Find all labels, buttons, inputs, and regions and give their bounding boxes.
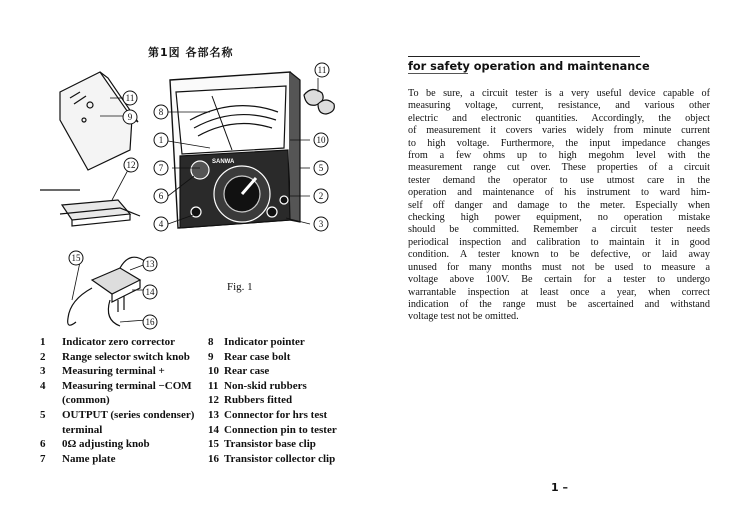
callout-15: 15 [71,253,81,263]
rubbers-sketch [40,190,140,226]
legend-item [40,335,194,350]
legend-text: Indicator pointer [224,336,305,348]
legend-number: 10 [208,365,219,378]
legend-text: Non-skid rubbers [224,379,307,392]
legend-text: OUTPUT (series condenser) [62,408,195,421]
legend-item [208,379,337,394]
callout-11b: 11 [317,65,327,75]
callout-7: 7 [158,163,164,173]
legend-number: 14 [208,423,219,436]
legend-text: Measuring terminal −COM [62,379,192,392]
legend-number: 13 [208,408,219,421]
legend-item [208,423,337,438]
legend-text: Measuring terminal + [62,365,165,378]
legend-text: Connection pin to tester [224,423,337,436]
legend-item [208,452,337,467]
legend-text: Transistor base clip [224,438,316,451]
legend-number: 11 [208,379,219,392]
section-body [408,88,710,324]
legend-number: 15 [208,438,219,451]
legend-item [208,408,337,423]
section-underline [408,73,468,74]
legend-text: 0Ω adjusting knob [62,438,150,451]
legend-number: 1 [40,336,46,348]
page-number: 1 – [551,481,568,494]
callout-11a: 11 [125,93,135,103]
figure-title: 第1図 各部名称 [148,46,234,59]
legend-text: Transistor collector clip [224,452,336,465]
legend-number: 7 [40,452,46,465]
legend-text: terminal [62,423,103,436]
non-skid-rubbers-sketch [304,89,334,114]
callout-3: 3 [318,219,324,229]
legend-number: 9 [208,350,214,363]
callout-12: 12 [126,160,136,170]
legend-item [40,364,194,379]
legend-number: 12 [208,394,219,407]
legend-text: Name plate [62,452,116,465]
legend-item [208,364,337,379]
body-line: measurement range cut over. These properties of a circuit [408,162,710,174]
legend-text: Rear case [224,365,270,378]
legend-item [208,335,337,350]
callout-14: 14 [145,287,155,297]
body-line: condition. A tester known to be defective, or laid away [408,249,710,261]
body-line: should be committed. Remember a circuit tester needs [408,224,710,236]
legend-item [40,423,194,438]
legend-item [208,393,337,408]
body-line: of measurement it covers varies widely from minute current [408,125,710,137]
body-line: periodical inspection and calibration to maintain it in good [408,236,710,248]
legend-number: 16 [208,452,219,465]
callout-5: 5 [318,163,324,173]
body-line: unused for many months must not be used to measure a [408,261,710,273]
body-line: voltage test not be omitted. [408,311,519,323]
callout-4: 4 [158,219,164,229]
legend-number: 2 [40,350,46,363]
body-line: from a few ohms up to high megohm level with the [408,150,710,162]
body-line: electric and electronic quantities. Accordingly, the object [408,112,710,124]
legend-item [40,408,194,423]
legend-number [40,423,62,438]
body-line: checking high power equipment, no operation mistake [408,212,710,224]
parts-legend-left [40,335,194,466]
legend-text: (common) [62,394,110,407]
legend-item [40,379,194,394]
body-line: tester demand the operator to use utmost care in the [408,174,710,186]
legend-item [40,350,194,365]
legend-item [40,452,194,467]
transistor-adapter-sketch [68,257,146,326]
body-line: operation and maintenance of his instrument to ward him- [408,187,710,199]
body-line: voltage above 100V. Be certain for a tester to undergo [408,274,710,286]
legend-number: 5 [40,408,46,421]
body-line: self off danger and damage to the meter. Especially when [408,199,710,211]
brand-label: SANWA [212,159,235,165]
legend-text: Range selector switch knob [62,350,190,363]
legend-number [40,393,62,408]
body-line: to high voltage. Furthermore, the input impedance changes [408,137,710,149]
callout-13: 13 [145,259,155,269]
callout-9: 9 [127,112,133,122]
meter-body [170,72,300,228]
body-line: measuring voltage, current, resistance, and various other [408,100,710,112]
callout-10: 10 [316,135,326,145]
legend-text: Connector for hrs test [224,408,328,421]
legend-text: Rubbers fitted [224,394,293,407]
body-line: warrantable inspection at least once a year, when correct [408,286,710,298]
legend-number: 4 [40,379,46,392]
callout-1: 1 [158,135,164,145]
legend-number: 3 [40,365,46,378]
body-line: indication of the range must be ascertained and withstand [408,298,710,310]
callout-6: 6 [158,191,164,201]
legend-item [208,350,337,365]
callout-8: 8 [158,107,164,117]
legend-text: Indicator zero corrector [62,336,176,348]
figure-label: Fig. 1 [227,281,253,293]
legend-item [40,393,194,408]
section-heading: for safety operation and maintenance [408,56,640,73]
legend-number: 8 [208,336,214,348]
legend-number: 6 [40,438,46,451]
legend-text: Rear case bolt [224,350,291,363]
legend-item [208,437,337,452]
legend-item [40,437,194,452]
body-line: To be sure, a circuit tester is a very useful device capable of [408,88,710,99]
parts-legend-right [208,335,337,466]
callout-16: 16 [145,317,155,327]
callout-2: 2 [318,191,324,201]
